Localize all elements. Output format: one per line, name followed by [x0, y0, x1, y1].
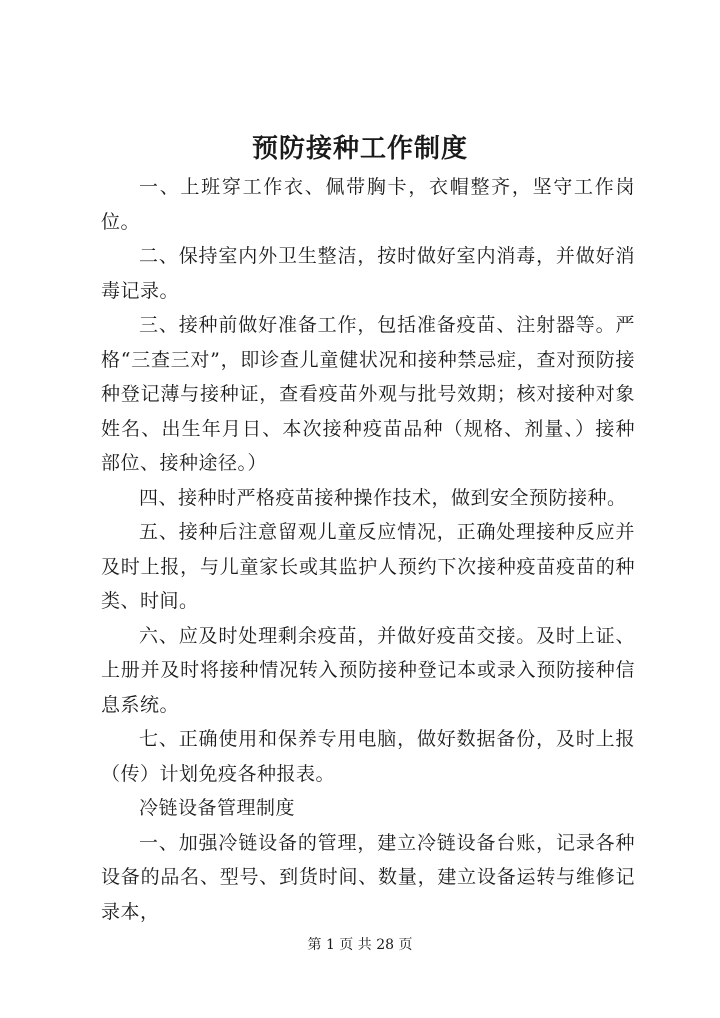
paragraph-8: 一、加强冷链设备的管理，建立冷链设备台账，记录各种设备的品名、型号、到货时间、数量，建立设备运转与维修记录本， — [101, 831, 635, 923]
section-heading-cold-chain: 冷链设备管理制度 — [139, 797, 296, 819]
document-title: 预防接种工作制度 — [251, 134, 468, 164]
paragraph-7: 七、正确使用和保养专用电脑，做好数据备份，及时上报（传）计划免疫各种报表。 — [101, 728, 635, 785]
paragraph-1: 一、上班穿工作衣、佩带胸卡，衣帽整齐，坚守工作岗位。 — [101, 176, 635, 233]
paragraph-2: 二、保持室内外卫生整洁，按时做好室内消毒，并做好消毒记录。 — [101, 245, 635, 302]
paragraph-6: 六、应及时处理剩余疫苗，并做好疫苗交接。及时上证、上册并及时将接种情况转入预防接种登记本或录入预防接种信息系统。 — [101, 624, 635, 716]
paragraph-4: 四、接种时严格疫苗接种操作技术，做到安全预防接种。 — [139, 486, 627, 509]
paragraph-5: 五、接种后注意留观儿童反应情况，正确处理接种反应并及时上报，与儿童家长或其监护人预约下次接种疫苗疫苗的种类、时间。 — [101, 521, 635, 612]
document-body — [101, 170, 635, 929]
page-number-footer: 第 1 页 共 28 页 — [307, 937, 413, 953]
paragraph-3: 三、接种前做好准备工作，包括准备疫苗、注射器等。严格“三查三对”，即诊查儿童健状况和接种禁忌症，查对预防接种登记薄与接种证，查看疫苗外观与批号效期；核对接种对象姓名、出生年月日、本次接种疫苗品种（规格、剂量、）接种部位、接种途径。） — [101, 314, 635, 474]
